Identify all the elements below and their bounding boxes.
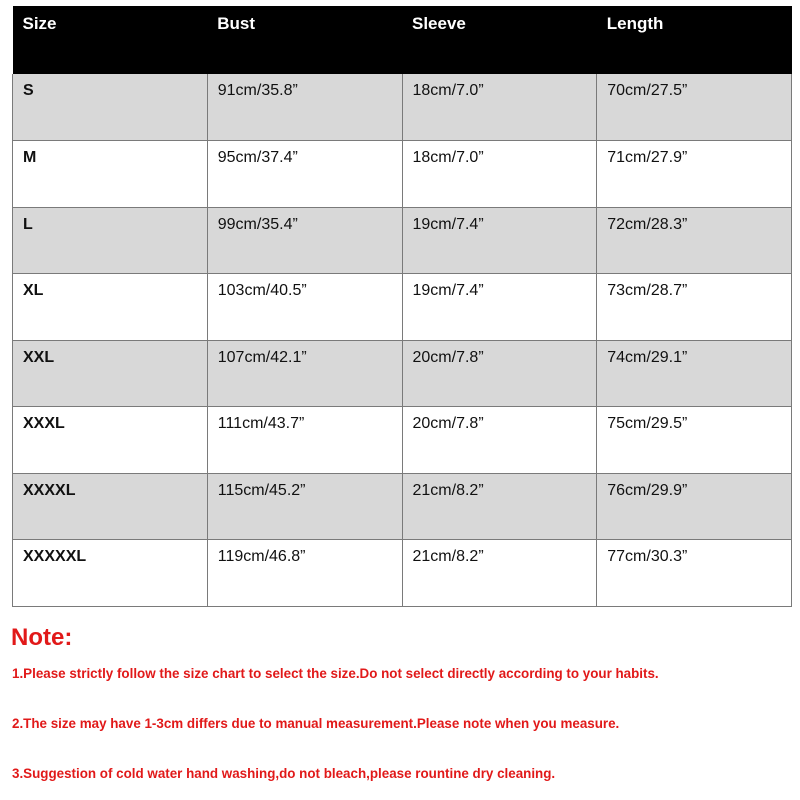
table-row: [13, 74, 792, 141]
sleeve-cell: 21cm/8.2”: [402, 540, 597, 607]
bust-cell: 91cm/35.8”: [207, 74, 402, 141]
size-cell: S: [13, 74, 208, 141]
size-chart-table: [12, 6, 792, 607]
table-header-row: [13, 6, 792, 74]
length-cell: 75cm/29.5”: [597, 407, 792, 474]
size-cell: XL: [13, 274, 208, 341]
note-title: Note:: [11, 624, 73, 651]
size-cell: XXXXL: [13, 473, 208, 540]
header-length: Length: [597, 6, 792, 74]
bust-cell: 99cm/35.4”: [207, 207, 402, 274]
size-cell: XXXL: [13, 407, 208, 474]
table-row: [13, 473, 792, 540]
size-cell: XXL: [13, 340, 208, 407]
table-row: [13, 407, 792, 474]
sleeve-cell: 18cm/7.0”: [402, 74, 597, 141]
length-cell: 70cm/27.5”: [597, 74, 792, 141]
sleeve-cell: 21cm/8.2”: [402, 473, 597, 540]
bust-cell: 95cm/37.4”: [207, 141, 402, 208]
table-row: [13, 207, 792, 274]
sleeve-cell: 19cm/7.4”: [402, 274, 597, 341]
table-row: [13, 274, 792, 341]
header-bust: Bust: [207, 6, 402, 74]
sleeve-cell: 20cm/7.8”: [402, 407, 597, 474]
size-cell: M: [13, 141, 208, 208]
note-line-3: 3.Suggestion of cold water hand washing,do not bleach,please rountine dry cleaning.: [12, 766, 556, 781]
length-cell: 72cm/28.3”: [597, 207, 792, 274]
length-cell: 74cm/29.1”: [597, 340, 792, 407]
length-cell: 71cm/27.9”: [597, 141, 792, 208]
bust-cell: 115cm/45.2”: [207, 473, 402, 540]
sleeve-cell: 20cm/7.8”: [402, 340, 597, 407]
length-cell: 76cm/29.9”: [597, 473, 792, 540]
bust-cell: 107cm/42.1”: [207, 340, 402, 407]
note-line-1: 1.Please strictly follow the size chart to select the size.Do not select directly according to your habits.: [12, 666, 659, 681]
note-line-2: 2.The size may have 1-3cm differs due to manual measurement.Please note when you measure.: [12, 716, 620, 731]
bust-cell: 111cm/43.7”: [207, 407, 402, 474]
bust-cell: 119cm/46.8”: [207, 540, 402, 607]
size-cell: L: [13, 207, 208, 274]
table-row: [13, 141, 792, 208]
table-row: [13, 340, 792, 407]
header-sleeve: Sleeve: [402, 6, 597, 74]
bust-cell: 103cm/40.5”: [207, 274, 402, 341]
table-row: [13, 540, 792, 607]
header-size: Size: [13, 6, 208, 74]
size-cell: XXXXXL: [13, 540, 208, 607]
length-cell: 73cm/28.7”: [597, 274, 792, 341]
sleeve-cell: 19cm/7.4”: [402, 207, 597, 274]
sleeve-cell: 18cm/7.0”: [402, 141, 597, 208]
length-cell: 77cm/30.3”: [597, 540, 792, 607]
